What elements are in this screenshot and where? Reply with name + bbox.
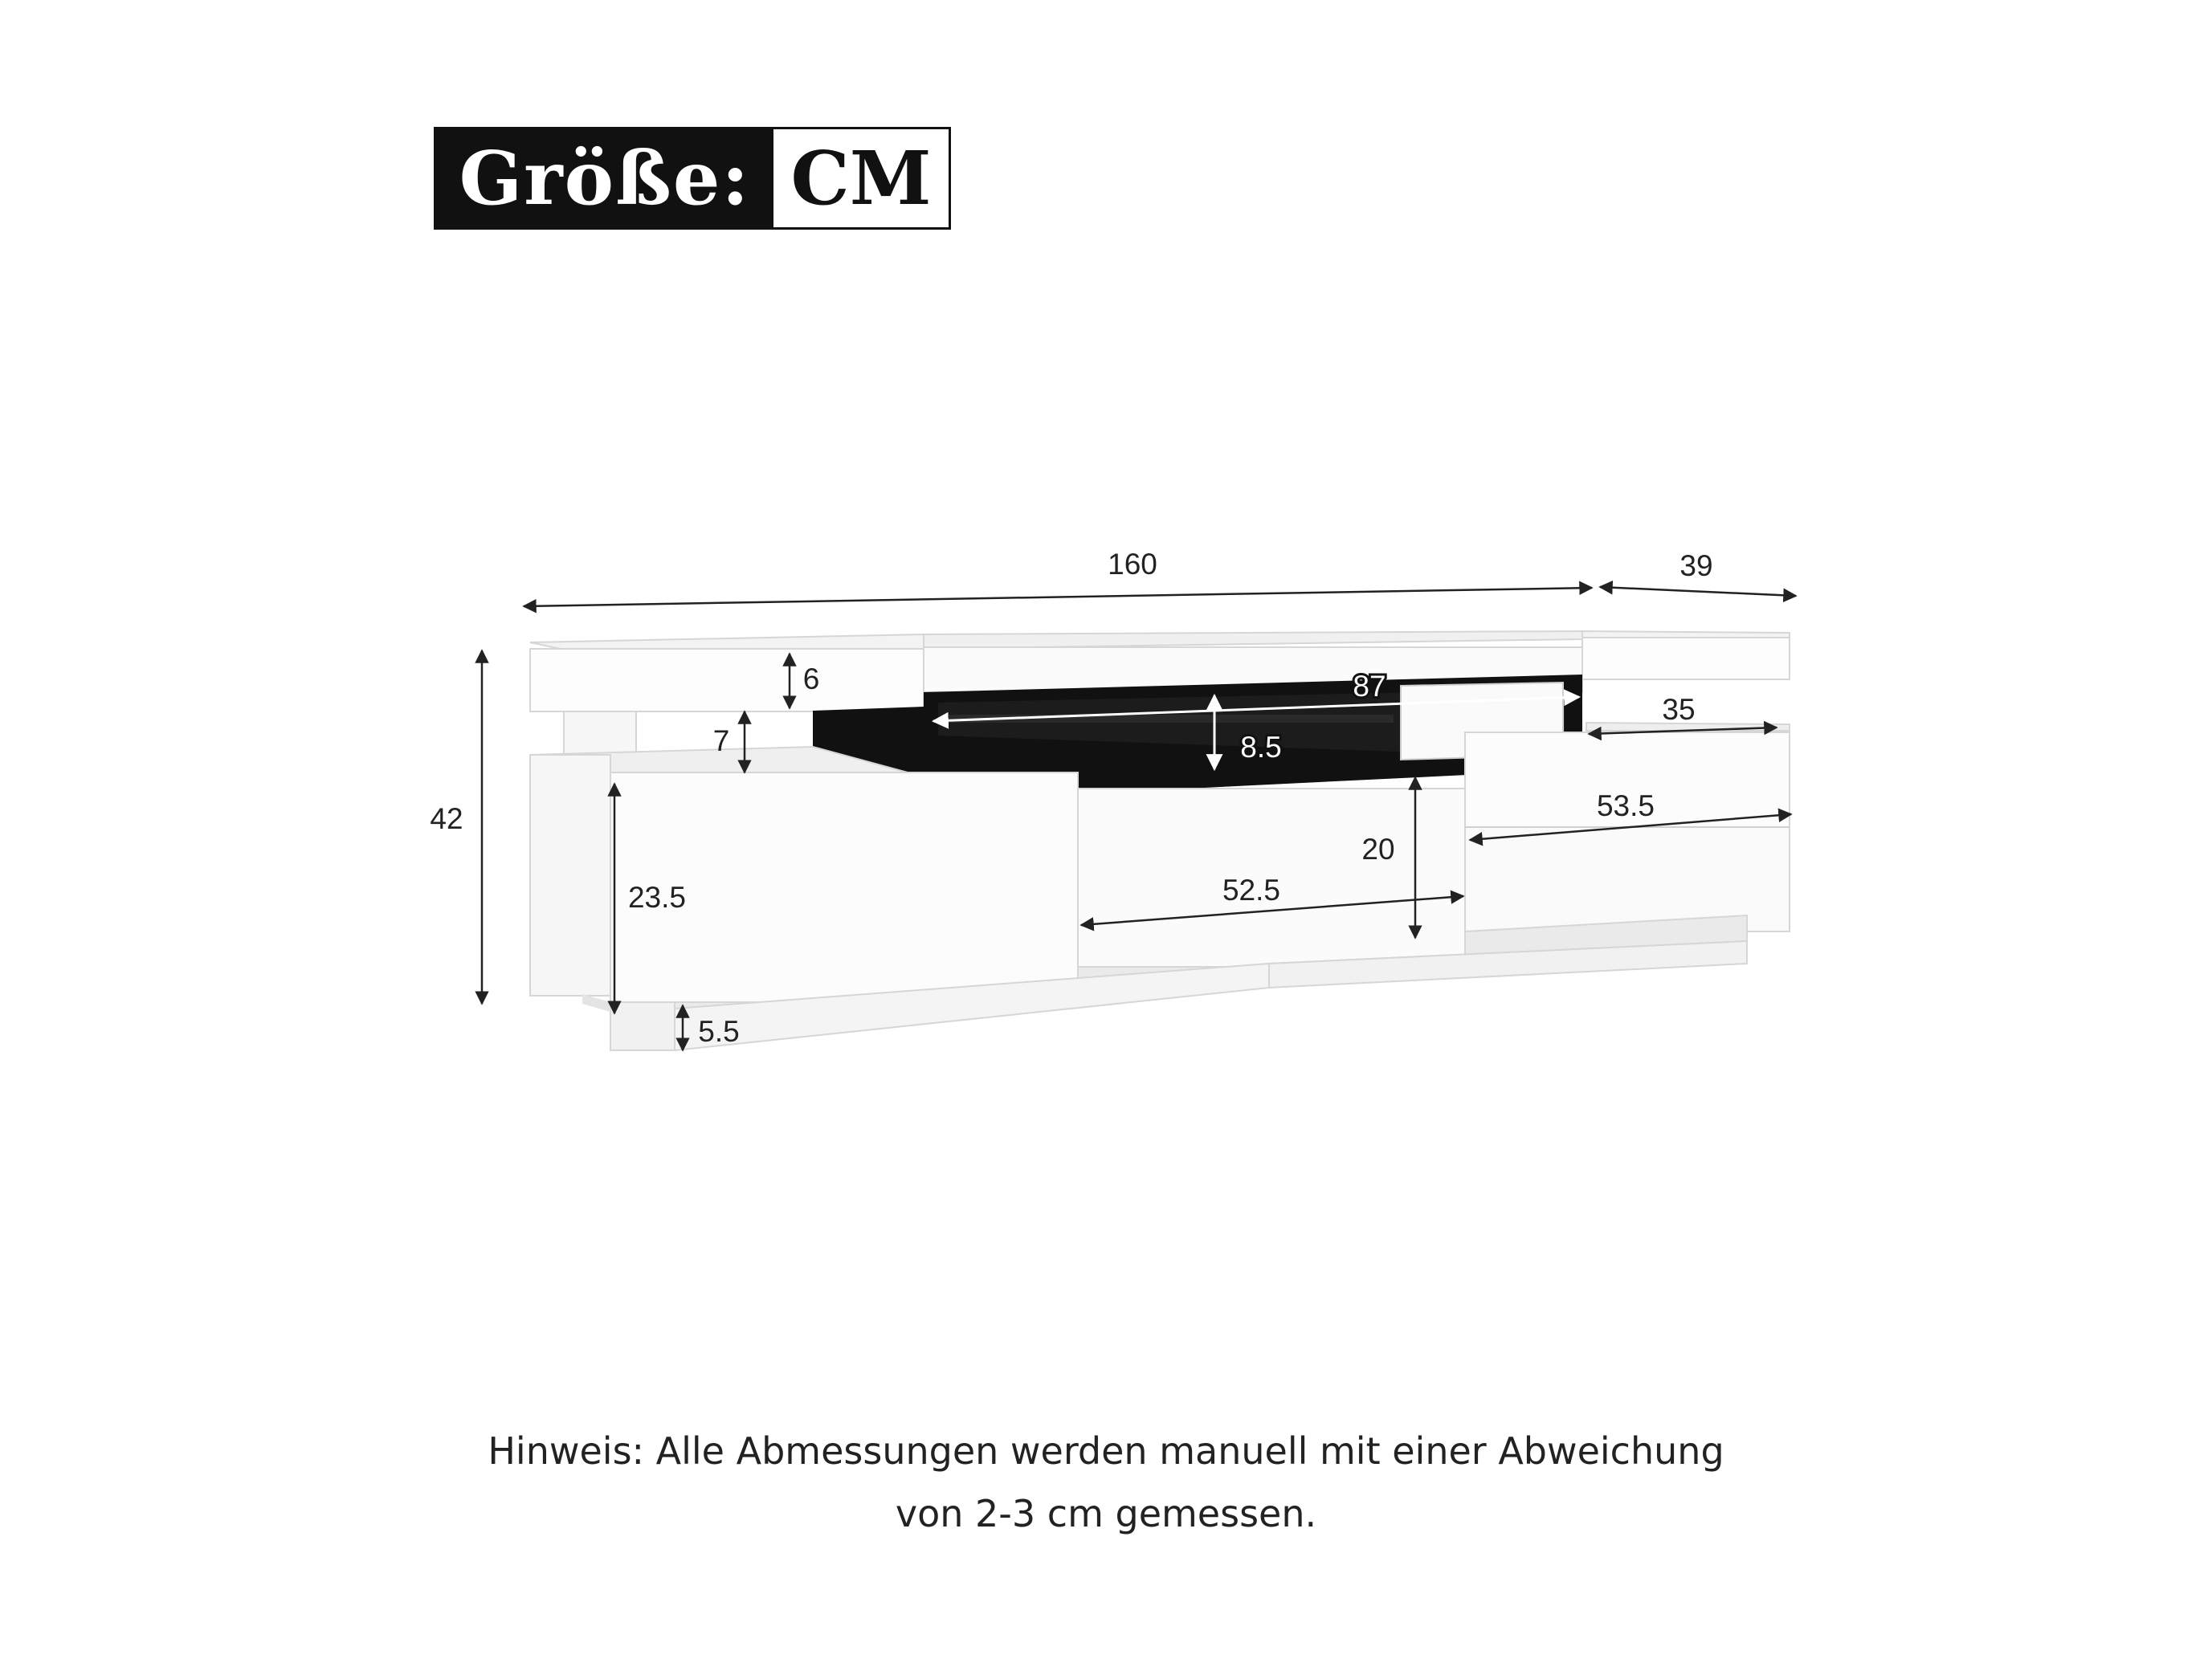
label-depth: 39 [1679,549,1713,582]
left-top-board [530,634,924,711]
measurement-note [303,1420,1909,1545]
label-total-height: 42 [430,802,463,835]
left-cabinet-block [530,747,1078,1002]
label-middle-drawer-width: 52.5 [1222,874,1281,907]
label-plinth: 5.5 [698,1015,740,1048]
label-open-shelf-width: 87 [1353,670,1386,703]
label-open-shelf-height: 8.5 [1240,731,1282,764]
label-top-board: 6 [802,662,820,695]
right-cabinet-block [1465,732,1790,931]
label-right-shelf-depth: 35 [1662,693,1696,726]
measurement-note-line-1: Hinweis: Alle Abmessungen werden manuell mit einer Abweichung [488,1429,1724,1473]
label-total-width: 160 [1108,548,1157,581]
label-left-door-height: 23.5 [627,881,687,914]
cabinet-drawing [530,631,1790,1050]
size-badge-unit: CM [790,135,932,222]
label-right-drawer-width: 53.5 [1596,789,1655,822]
measurement-note-line-2: von 2-3 cm gemessen. [895,1492,1317,1535]
label-upper-gap: 7 [712,724,730,757]
right-top-board [1582,631,1790,679]
dim-line-total-width [524,588,1592,606]
dim-line-depth [1600,587,1796,596]
size-badge-label: Größe: [436,129,773,227]
label-middle-drawer-height: 20 [1361,833,1395,866]
